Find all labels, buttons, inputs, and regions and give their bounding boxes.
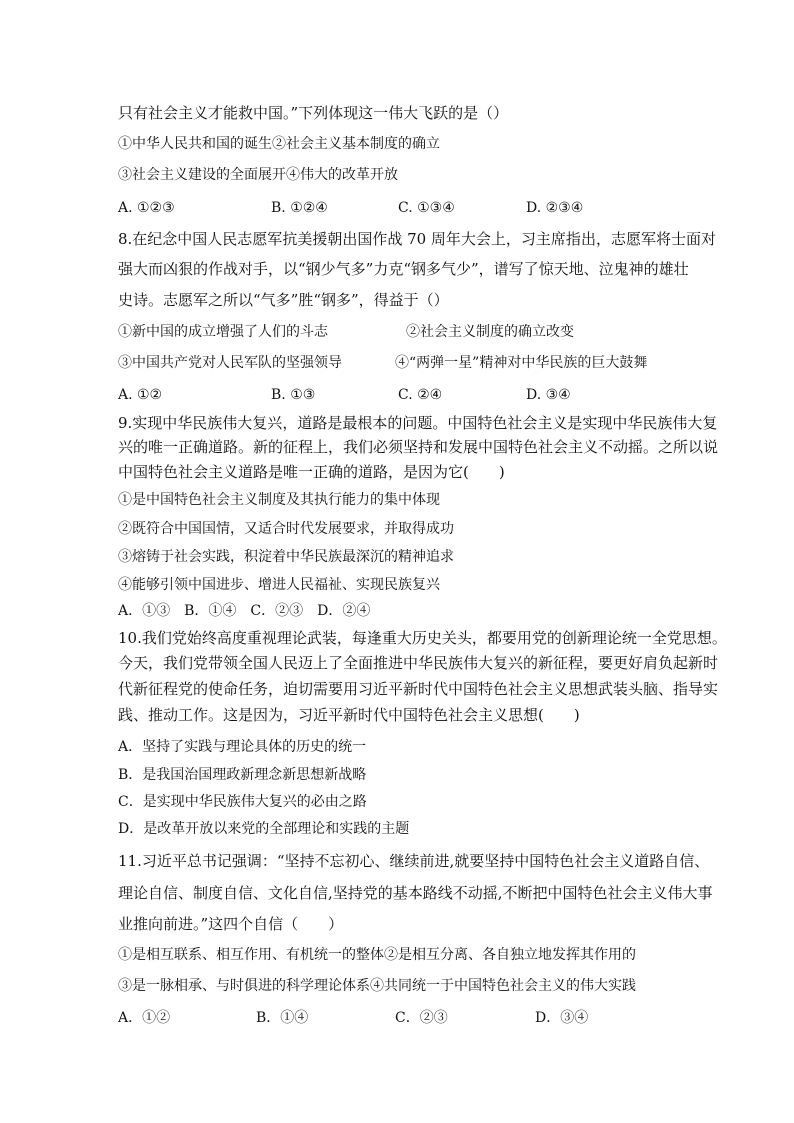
q6-statement-1: ①中华人民共和国的诞生②社会主义基本制度的确立 — [118, 136, 440, 152]
q11-stem-line-1: 11.习近平总书记强调：“坚持不忘初心、继续前进,就要坚持中国特色社会主义道路自信、 — [118, 852, 710, 870]
q9-statement-1: ①是中国特色社会主义制度及其执行能力的集中体现 — [118, 492, 440, 508]
q9-stem-line-3: 中国特色社会主义道路是唯一正确的道路，是因为它( ) — [118, 463, 505, 481]
q9-statement-2: ②既符合中国国情，又适合时代发展要求，并取得成功 — [118, 521, 454, 537]
q11-stem-line-2: 理论自信、制度自信、文化自信,坚持党的基本路线不动摇,不断把中国特色社会主义伟大事 — [118, 884, 713, 902]
q8-statement-2: ②社会主义制度的确立改变 — [406, 324, 574, 340]
q11-option-d: D．③④ — [535, 1010, 589, 1026]
q11-statement-3-4: ③是一脉相承、与时俱进的科学理论体系④共同统一于中国特色社会主义的伟大实践 — [118, 978, 636, 994]
q6-option-b: B. ①②④ — [271, 200, 328, 216]
q11-option-c: C．②③ — [395, 1010, 448, 1026]
q8-statement-1: ①新中国的成立增强了人们的斗志 — [118, 324, 328, 340]
q11-stem-line-3: 业推向前进。”这四个自信（ ） — [118, 915, 344, 933]
q8-statement-4: ④“两弹一星”精神对中华民族的巨大鼓舞 — [395, 355, 648, 371]
q10-option-a: A．坚持了实践与理论具体的历史的统一 — [118, 739, 367, 755]
q10-option-b: B．是我国治国理政新理念新思想新战略 — [118, 767, 367, 783]
q8-option-c: C. ②④ — [398, 387, 443, 403]
q6-statement-2: ③社会主义建设的全面展开④伟大的改革开放 — [118, 167, 398, 183]
q8-stem-line-3: 史诗。志愿军之所以“气多”胜“钢多”，得益于（） — [118, 291, 449, 309]
q9-stem-line-2: 兴的唯一正确道路。新的征程上，我们必须坚持和发展中国特色社会主义不动摇。之所以说 — [118, 438, 719, 456]
q10-option-d: D．是改革开放以来党的全部理论和实践的主题 — [118, 821, 410, 837]
q9-statement-3: ③熔铸于社会实践，积淀着中华民族最深沉的精神追求 — [118, 549, 454, 565]
q6-option-a: A. ①②③ — [118, 200, 175, 216]
q10-stem-line-3: 代新征程党的使命任务，迫切需要用习近平新时代中国特色社会主义思想武装头脑、指导实 — [118, 680, 719, 698]
q6-stem-end: 只有社会主义才能救中国。”下列体现这一伟大飞跃的是（） — [118, 104, 509, 122]
q8-stem-line-1: 8.在纪念中国人民志愿军抗美援朝出国作战 70 周年大会上，习主席指出，志愿军将士面对 — [118, 230, 716, 248]
q9-stem-line-1: 9.实现中华民族伟大复兴，道路是最根本的问题。中国特色社会主义是实现中华民族伟大复 — [118, 414, 718, 432]
q8-option-b: B. ①③ — [271, 387, 316, 403]
q10-stem-line-4: 践、推动工作。这是因为，习近平新时代中国特色社会主义思想( ) — [118, 706, 580, 724]
q8-option-d: D. ③④ — [526, 387, 571, 403]
q9-statement-4: ④能够引领中国进步、增进人民福祉、实现民族复兴 — [118, 577, 440, 593]
q8-stem-line-2: 强大而凶狠的作战对手，以“钢少气多”力克“钢多气少”，谱写了惊天地、泣鬼神的雄壮 — [118, 260, 689, 278]
q6-option-d: D. ②③④ — [526, 200, 584, 216]
q10-stem-line-2: 今天，我们党带领全国人民迈上了全面推进中华民族伟大复兴的新征程，要更好肩负起新时 — [118, 654, 719, 672]
q8-statement-3: ③中国共产党对人民军队的坚强领导 — [118, 355, 342, 371]
q6-option-c: C. ①③④ — [398, 200, 455, 216]
q8-option-a: A. ①② — [118, 387, 163, 403]
q11-option-a: A．①② — [118, 1010, 171, 1026]
q9-options: A．①③ B．①④ C．②③ D．②④ — [118, 603, 371, 619]
q11-statement-1-2: ①是相互联系、相互作用、有机统一的整体②是相互分离、各自独立地发挥其作用的 — [118, 947, 636, 963]
q10-option-c: C．是实现中华民族伟大复兴的必由之路 — [118, 794, 367, 810]
q11-option-b: B．①④ — [256, 1010, 309, 1026]
q10-stem-line-1: 10.我们党始终高度重视理论武装，每逢重大历史关头，都要用党的创新理论统一全党思想。 — [118, 629, 727, 647]
